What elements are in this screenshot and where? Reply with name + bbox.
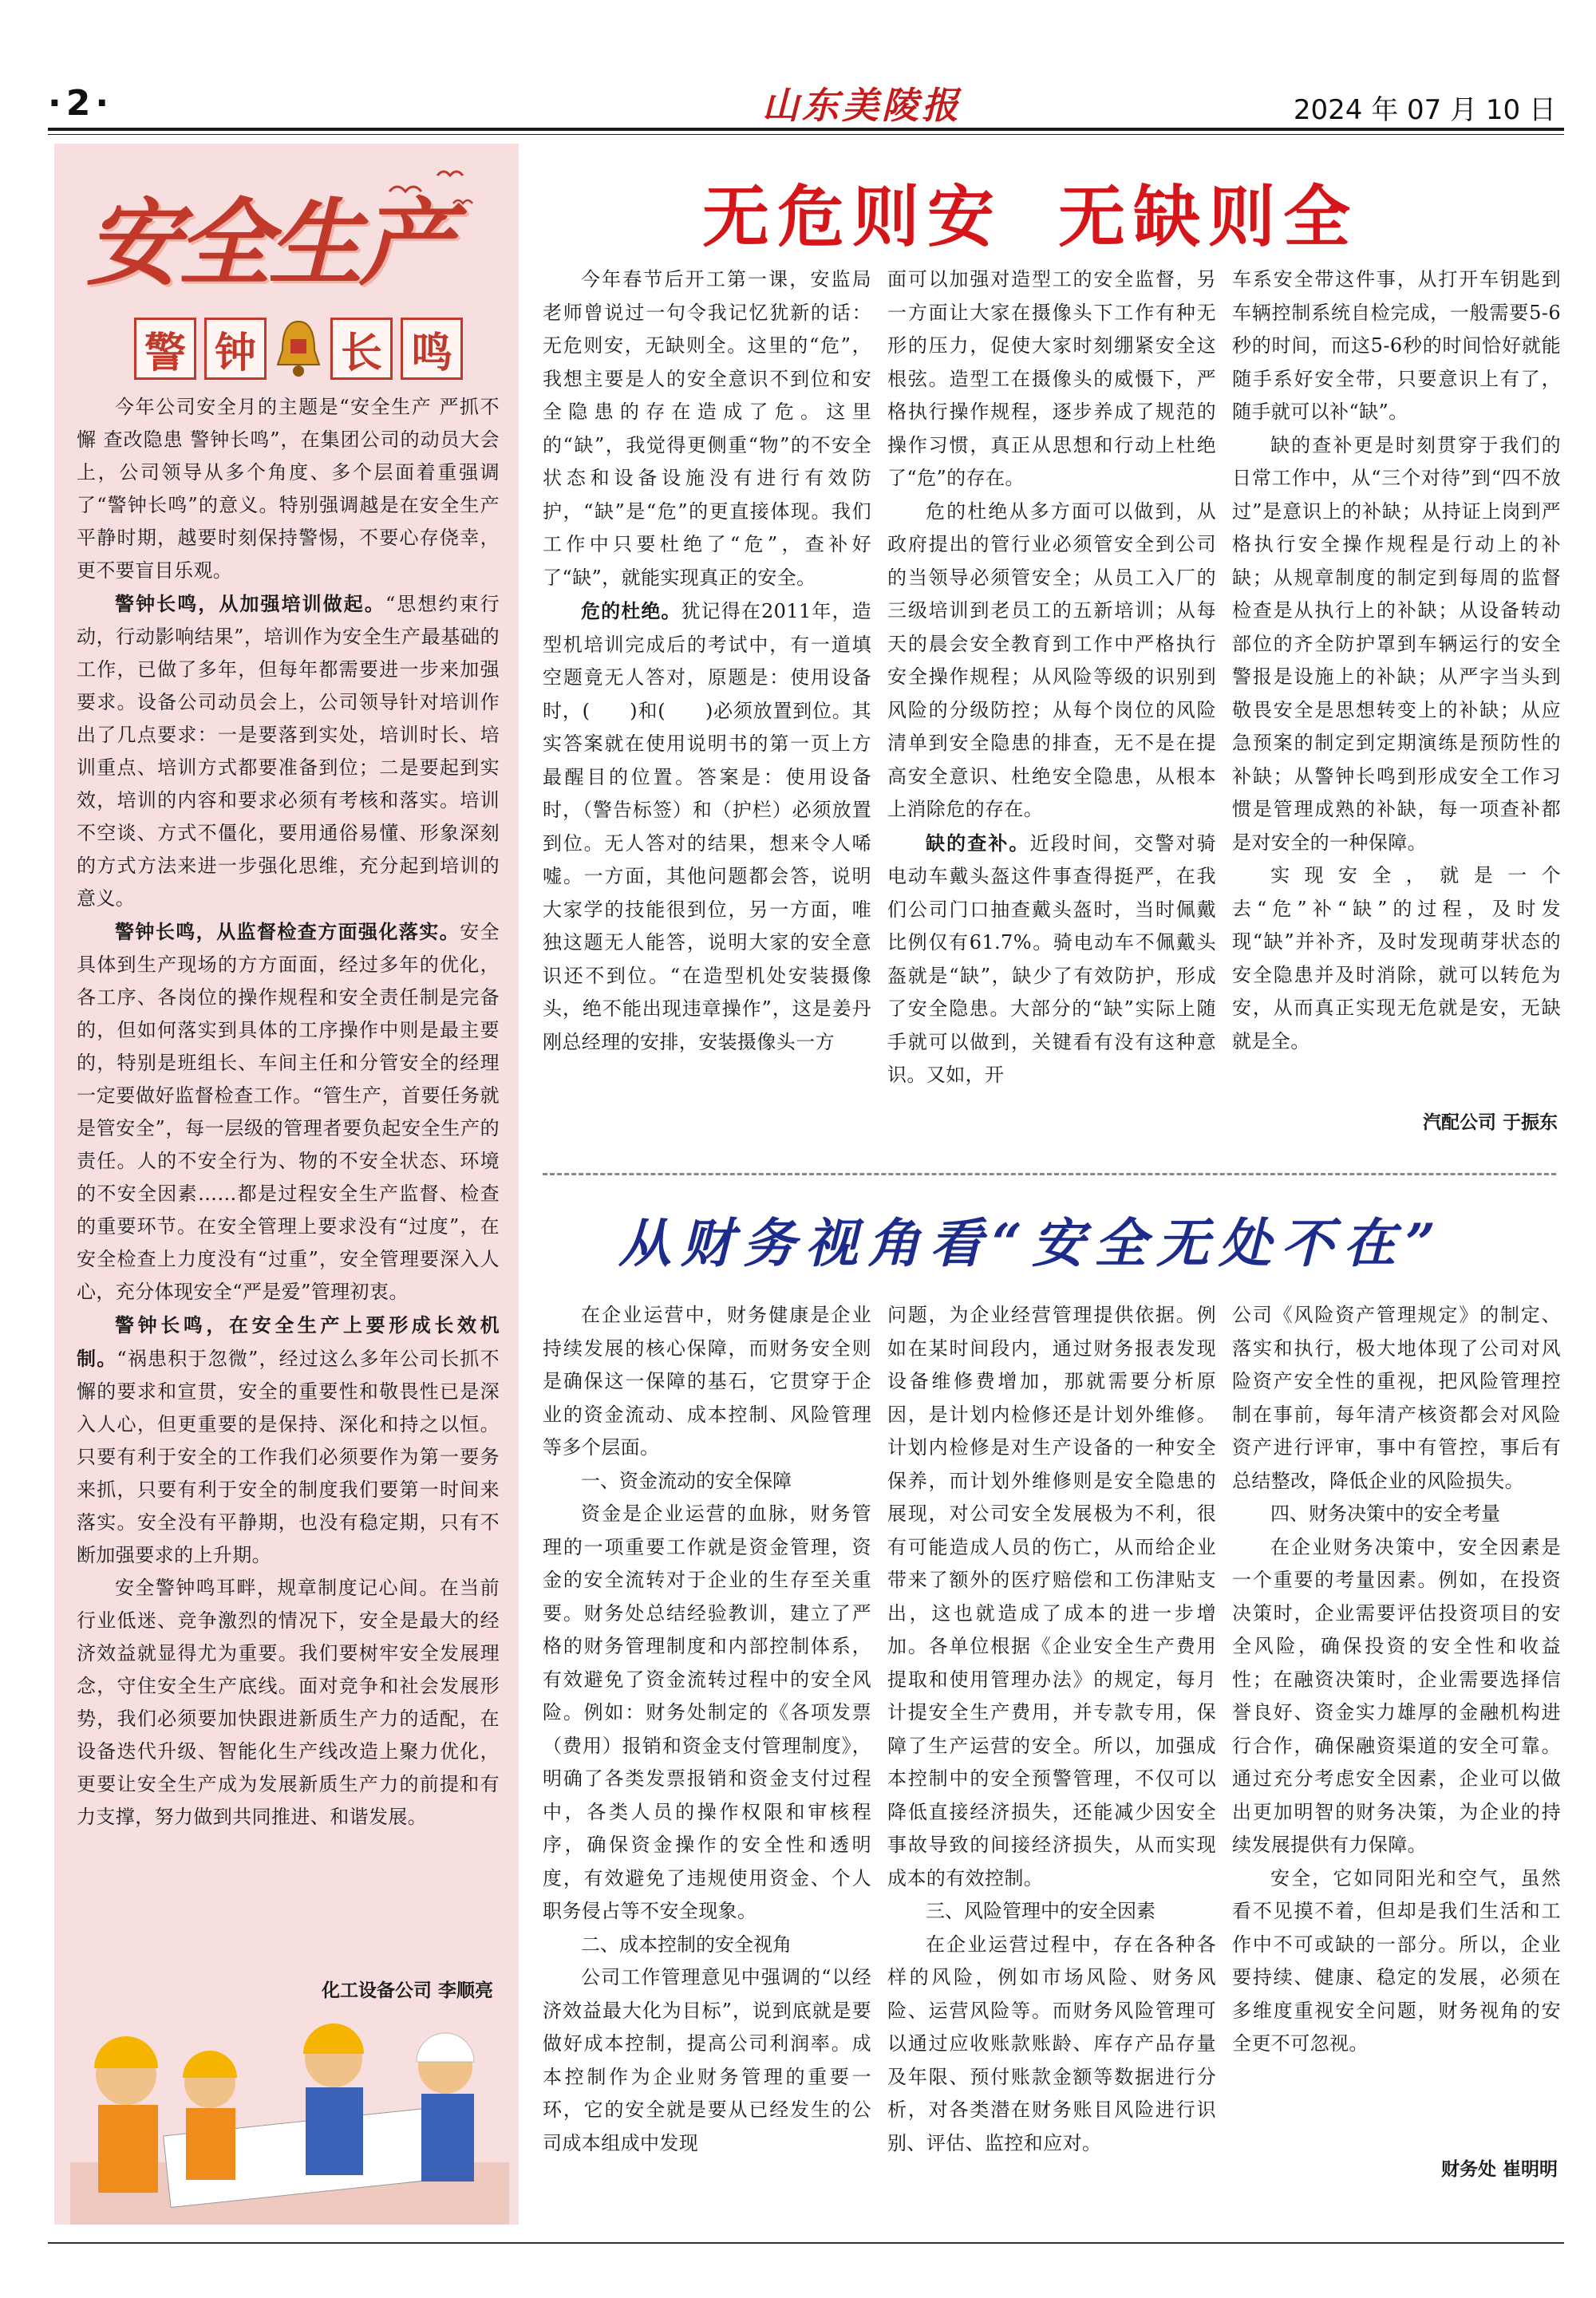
header-rule-thin bbox=[48, 134, 1564, 135]
lead-in: 缺的查补。 bbox=[926, 831, 1030, 855]
paragraph: 缺的查补。近段时间，交警对骑电动车戴头盔这件事查得挺严，在我们公司门口抽查戴头盔时，当时佩戴比例仅有61.7%。骑电动车不佩戴头盔就是“缺”，缺少了有效防护，形成了安全隐患。大部分的“缺”实际上随手就可以做到，关键看有没有这种意识。又如，开 bbox=[887, 831, 1217, 1086]
paragraph: 缺的查补更是时刻贯穿于我们的日常工作中，从“三个对待”到“四不放过”是意识上的补缺；从持证上岗到严格执行安全操作规程是行动上的补缺；从规章制度的制定到每周的监督检查是从执行上的补缺；从设备转动部位的齐全防护罩到车辆运行的安全警报是设施上的补缺；从严字当头到敬畏安全是思想转变上的补缺；从应急预案的制定到定期演练是预防性的补缺；从警钟长鸣到形成安全工作习惯是管理成熟的补缺，每一项查补都是对安全的一种保障。 bbox=[1232, 433, 1561, 854]
bell-icon bbox=[275, 318, 322, 379]
article2-column-2 bbox=[887, 1299, 1216, 2160]
article2-column-1 bbox=[543, 1299, 871, 2160]
section-heading: 二、成本控制的安全视角 bbox=[581, 1933, 792, 1956]
section-heading: 四、财务决策中的安全考量 bbox=[1270, 1502, 1500, 1525]
paragraph: 问题，为企业经营管理提供依据。例如在某时间段内，通过财务报表发现设备维修费增加，那就需要分析原因，是计划内检修还是计划外维修。计划内检修是对生产设备的一种安全保养，而计划外维修则是安全隐患的展现，对公司安全发展极为不利，很有可能造成人员的伤亡，从而给企业带来了额外的医疗赔偿和工伤津贴支出，这也就造成了成本的进一步增加。各单位根据《企业安全生产费用提取和使用管理办法》的规定，每月计提安全生产费用，并专款专用，保障了生产运营的安全。所以，加强成本控制中的安全预警管理，不仅可以降低直接经济损失，还能减少因安全事故导致的间接经济损失，从而实现成本的有效控制。 bbox=[887, 1304, 1216, 1889]
paragraph: 资金是企业运营的血脉，财务管理的一项重要工作就是资金管理，资金的安全流转对于企业的生存至关重要。财务处总结经验教训，建立了严格的财务管理制度和内部控制体系，有效避免了资金流转过程中的安全风险。例如：财务处制定的《各项发票（费用）报销和资金支付管理制度》，明确了各类发票报销和资金支付过程中，各类人员的操作权限和审核程序，确保资金操作的安全性和透明度，有效避免了违规使用资金、个人职务侵占等不安全现象。 bbox=[543, 1502, 871, 1922]
lead-in: 警钟长鸣，在安全生产上要形成长效机制。 bbox=[77, 1313, 500, 1370]
paragraph: 警钟长鸣，从监督检查方面强化落实。安全具体到生产现场的方方面面，经过多年的优化，各工序、各岗位的操作规程和安全责任制是完备的，但如何落实到具体的工序操作中则是最主要的，特别是班组长、车间主任和分管安全的经理一定要做好监督检查工作。“管生产，首要任务就是管安全”，每一层级的管理者要负起安全生产的责任。人的不安全行为、物的不安全状态、环境的不安全因素……都是过程安全生产监督、检查的重要环节。在安全管理上要求没有“过度”，在安全检查上力度没有“过重”，安全管理要深入人心，充分体现安全“严是爱”管理初衷。 bbox=[77, 920, 500, 1303]
paragraph: 危的杜绝。犹记得在2011年，造型机培训完成后的考试中，有一道填空题竟无人答对，原题是：使用设备时，( )和( )必须放置到位。其实答案就在使用说明书的第一页上方最醒目的位置。答案是：使用设备时，（警告标签）和（护栏）必须放置到位。无人答对的结果，想来令人唏嘘。一方面，其他问题都会答，说明大家学的技能很到位，另一方面，唯独这题无人能答，说明大家的安全意识还不到位。“在造型机处安装摄像头，绝不能出现违章操作”，这是姜丹刚总经理的安排，安装摄像头一方 bbox=[543, 599, 872, 1053]
page-number: ·2· bbox=[48, 83, 114, 124]
article1-byline: 汽配公司 于振东 bbox=[1422, 1112, 1558, 1133]
workers-illustration bbox=[70, 2003, 509, 2225]
article1-column-1 bbox=[543, 263, 871, 1059]
lead-in: 警钟长鸣，从加强培训做起。 bbox=[115, 592, 385, 615]
article1-title: 无危则安 无缺则全 bbox=[702, 178, 1359, 256]
article1-column-3 bbox=[1232, 263, 1561, 1058]
paragraph: 公司《风险资产管理规定》的制定、落实和执行，极大地体现了公司对风险资产安全性的重视，把风险管理控制在事前，每年清产核资都会对风险资产进行评审，事中有管控，事后有总结整改，降低企业的风险损失。 bbox=[1232, 1304, 1561, 1492]
article2-title: 从财务视角看“安全无处不在” bbox=[618, 1212, 1445, 1274]
article2-column-3 bbox=[1232, 1299, 1561, 2061]
section-heading: 一、资金流动的安全保障 bbox=[581, 1469, 792, 1492]
paragraph: 在企业运营中，财务健康是企业持续发展的核心保障，而财务安全则是确保这一保障的基石，它贯穿于企业的资金流动、成本控制、风险管理等多个层面。 bbox=[543, 1304, 871, 1459]
section-divider bbox=[543, 1173, 1556, 1175]
page-header bbox=[48, 77, 1564, 132]
paragraph: 安全警钟鸣耳畔，规章制度记心间。在当前行业低迷、竞争激烈的情况下，安全是最大的经济效益就显得尤为重要。我们要树牢安全发展理念，守住安全生产底线。面对竞争和社会发展形势，我们必须要加快跟进新质生产力的适配，在设备迭代升级、智能化生产线改造上聚力优化，更要让安全生产成为发展新质生产力的前提和有力支撑，努力做到共同推进、和谐发展。 bbox=[77, 1577, 500, 1828]
masthead: 山东美陵报 bbox=[762, 84, 962, 127]
paragraph: 危的杜绝从多方面可以做到，从政府提出的管行业必须管安全到公司的当领导必须管安全；从员工入厂的三级培训到老员工的五新培训；从每天的晨会安全教育到工作中严格执行安全操作规程；从风险等级的识别到风险的分级防控；从每个岗位的风险清单到安全隐患的排查，无不是在提高安全意识、杜绝安全隐患，从根本上消除危的存在。 bbox=[887, 499, 1216, 820]
lead-in: 警钟长鸣，从监督检查方面强化落实。 bbox=[115, 920, 460, 943]
safety-title: 安全生产 bbox=[86, 188, 451, 298]
paragraph: 警钟长鸣，从加强培训做起。“思想约束行动，行动影响结果”，培训作为安全生产最基础的工作，已做了多年，但每年都需要进一步来加强要求。设备公司动员会上，公司领导针对培训作出了几点要求：一是要落到实处，培训时长、培训重点、培训方式都要准备到位；二是要起到实效，培训的内容和要求必须有考核和落实。培训不空谈、方式不僵化，要用通俗易懂、形象深刻的方式方法来进一步强化思维，充分起到培训的意义。 bbox=[77, 592, 500, 910]
paragraph: 今年春节后开工第一课，安监局老师曾说过一句令我记忆犹新的话：无危则安，无缺则全。这里的“危”，我想主要是人的安全意识不到位和安全隐患的存在造成了危。这里的“缺”，我觉得更侧重“物”的不安全状态和设备设施没有进行有效防护，“缺”是“危”的更直接体现。我们工作中只要杜绝了“危”，查补好了“缺”，就能实现真正的安全。 bbox=[543, 268, 871, 589]
byline: 化工设备公司 李顺亮 bbox=[321, 1980, 493, 2001]
article1-column-2 bbox=[887, 263, 1216, 1092]
header-rule bbox=[48, 128, 1564, 131]
paragraph: 公司工作管理意见中强调的“以经济效益最大化为目标”，说到底就是要做好成本控制，提高公司利润率。成本控制作为企业财务管理的重要一环，它的安全就是要从已经发生的公司成本组成中发现 bbox=[543, 1966, 871, 2154]
paragraph: 车系安全带这件事，从打开车钥匙到车辆控制系统自检完成，一般需要5-6秒的时间，而这5-6秒的时间恰好就能随手系好安全带，只要意识上有了，随手就可以补“缺”。 bbox=[1232, 268, 1561, 423]
paragraph: 警钟长鸣，在安全生产上要形成长效机制。“祸患积于忽微”，经过这么多年公司长抓不懈的要求和宣贯，安全的重要性和敬畏性已是深入人心，但更重要的是保持、深化和持之以恒。只要有利于安全的工作我们必须要作为第一要务来抓，只要有利于安全的制度我们要第一时间来落实。安全没有平静期，也没有稳定期，只有不断加强要求的上升期。 bbox=[77, 1313, 500, 1566]
safety-subtitle: 警 钟 长 鸣 bbox=[134, 315, 463, 382]
paragraph: 在企业运营过程中，存在各种各样的风险，例如市场风险、财务风险、运营风险等。而财务风险管理可以通过应收账款账龄、库存产品存量及年限、预付账款金额等数据进行分析，对各类潜在财务账目风险进行识别、评估、监控和应对。 bbox=[887, 1933, 1216, 2154]
safety-body bbox=[77, 391, 500, 1834]
lead-in: 危的杜绝。 bbox=[581, 599, 681, 622]
paragraph: 面可以加强对造型工的安全监督，另一方面让大家在摄像头下工作有种无形的压力，促使大家时刻绷紧安全这根弦。造型工在摄像头的威慑下，严格执行操作规程，逐步养成了规范的操作习惯，真正从思想和行动上杜绝了“危”的存在。 bbox=[887, 268, 1216, 489]
footer-rule bbox=[48, 2242, 1564, 2244]
paragraph: 今年公司安全月的主题是“安全生产 严抓不懈 查改隐患 警钟长鸣”，在集团公司的动员大会上，公司领导从多个角度、多个层面着重强调了“警钟长鸣”的意义。特别强调越是在安全生产平静时期，越要时刻保持警惕，不要心存侥幸，更不要盲目乐观。 bbox=[77, 396, 500, 582]
paragraph: 在企业财务决策中，安全因素是一个重要的考量因素。例如，在投资决策时，企业需要评估投资项目的安全风险，确保投资的安全性和收益性；在融资决策时，企业需要选择信誉良好、资金实力雄厚的金融机构进行合作，确保融资渠道的安全可靠。通过充分考虑安全因素，企业可以做出更加明智的财务决策，为企业的持续发展提供有力保障。 bbox=[1232, 1535, 1561, 1856]
paragraph: 安全，它如同阳光和空气，虽然看不见摸不着，但却是我们生活和工作中不可或缺的一部分。所以，企业要持续、健康、稳定的发展，必须在多维度重视安全问题，财务视角的安全更不可忽视。 bbox=[1232, 1866, 1561, 2055]
paragraph: 实现安全，就是一个去“危”补“缺”的过程，及时发现“缺”并补齐，及时发现萌芽状态的安全隐患并及时消除，就可以转危为安，从而真正实现无危就是安，无缺就是全。 bbox=[1232, 864, 1561, 1052]
safety-column bbox=[54, 144, 519, 2225]
issue-date: 2024 年 07 月 10 日 bbox=[1293, 94, 1556, 126]
section-heading: 三、风险管理中的安全因素 bbox=[926, 1900, 1156, 1922]
article2-byline: 财务处 崔明明 bbox=[1440, 2159, 1558, 2180]
